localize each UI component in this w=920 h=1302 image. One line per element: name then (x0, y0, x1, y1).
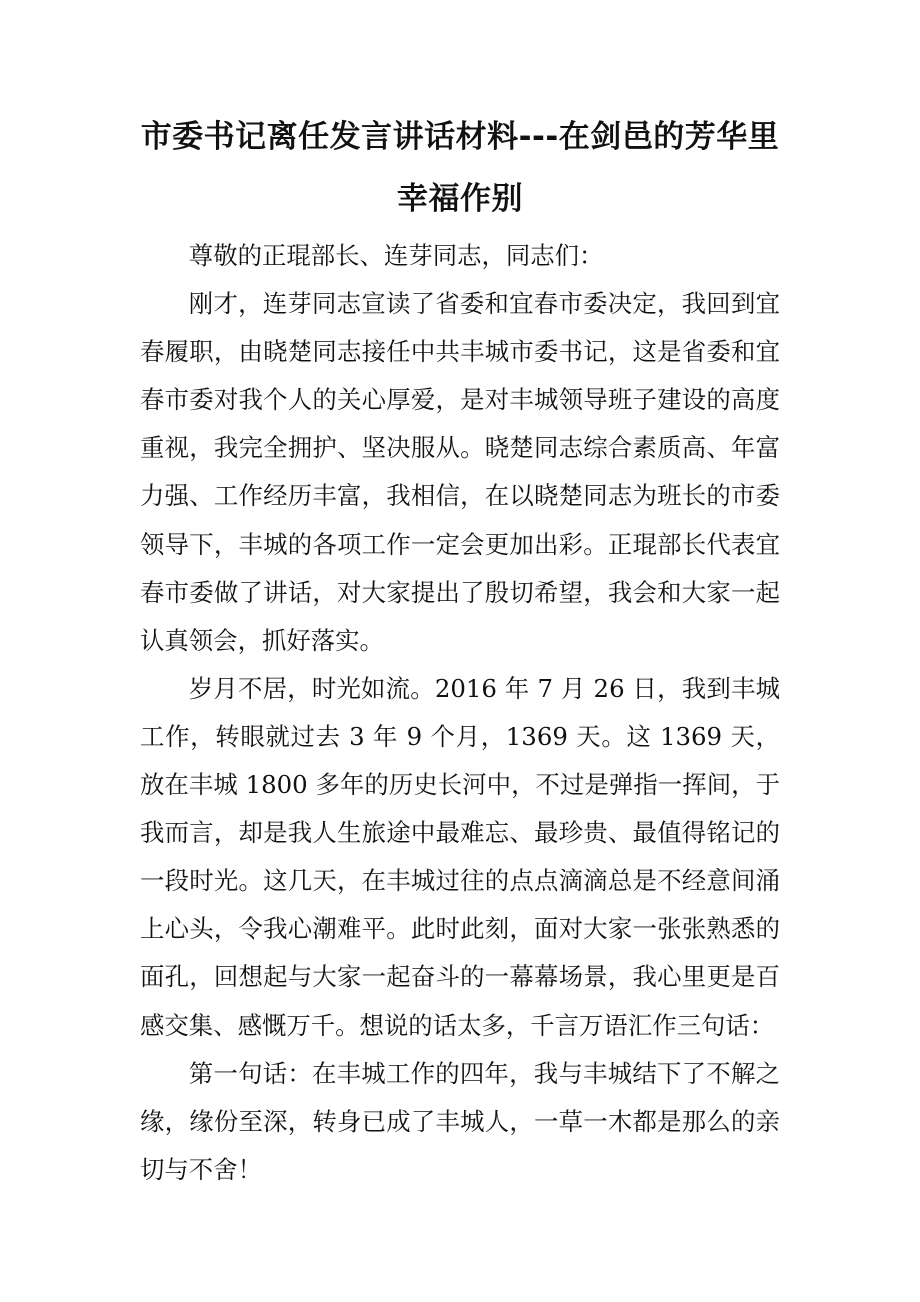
salutation-paragraph: 尊敬的正琨部长、连芽同志，同志们： (188, 241, 604, 270)
body-paragraph: 岁月不居，时光如流。2016 年 7 月 26 日，我到丰城工作，转眼就过去 3 年 9 个月，1369 天。这 1369 天，放在丰城 1800 多年的历史长河中，不过是弹指一挥间，于我而言，却是我人生旅途中最难忘、最珍贵、最值得铭记的一段时光。这几天，在丰城过往的点点滴滴总是不经意间涌上心头，令我心潮难平。此时此刻，面对大家一张张熟悉的面孔，回想起与大家一起奋斗的一幕幕场景，我心里更是百感交集、感慨万千。想说的话太多，千言万语汇作三句话： (140, 673, 780, 1040)
body-paragraph: 第一句话：在丰城工作的四年，我与丰城结下了不解之缘，缘份至深，转身已成了丰城人，一草一木都是那么的亲切与不舍！ (140, 1058, 780, 1184)
document-body (140, 232, 780, 1194)
document-title: 市委书记离任发言讲话材料---在剑邑的芳华里幸福作别 (140, 119, 780, 217)
body-paragraph: 刚才，连芽同志宣读了省委和宜春市委决定，我回到宜春履职，由晓楚同志接任中共丰城市委书记，这是省委和宜春市委对我个人的关心厚爱，是对丰城领导班子建设的高度重视，我完全拥护、坚决服从。晓楚同志综合素质高、年富力强、工作经历丰富，我相信，在以晓楚同志为班长的市委领导下，丰城的各项工作一定会更加出彩。正琨部长代表宜春市委做了讲话，对大家提出了殷切希望，我会和大家一起认真领会，抓好落实。 (140, 289, 780, 655)
